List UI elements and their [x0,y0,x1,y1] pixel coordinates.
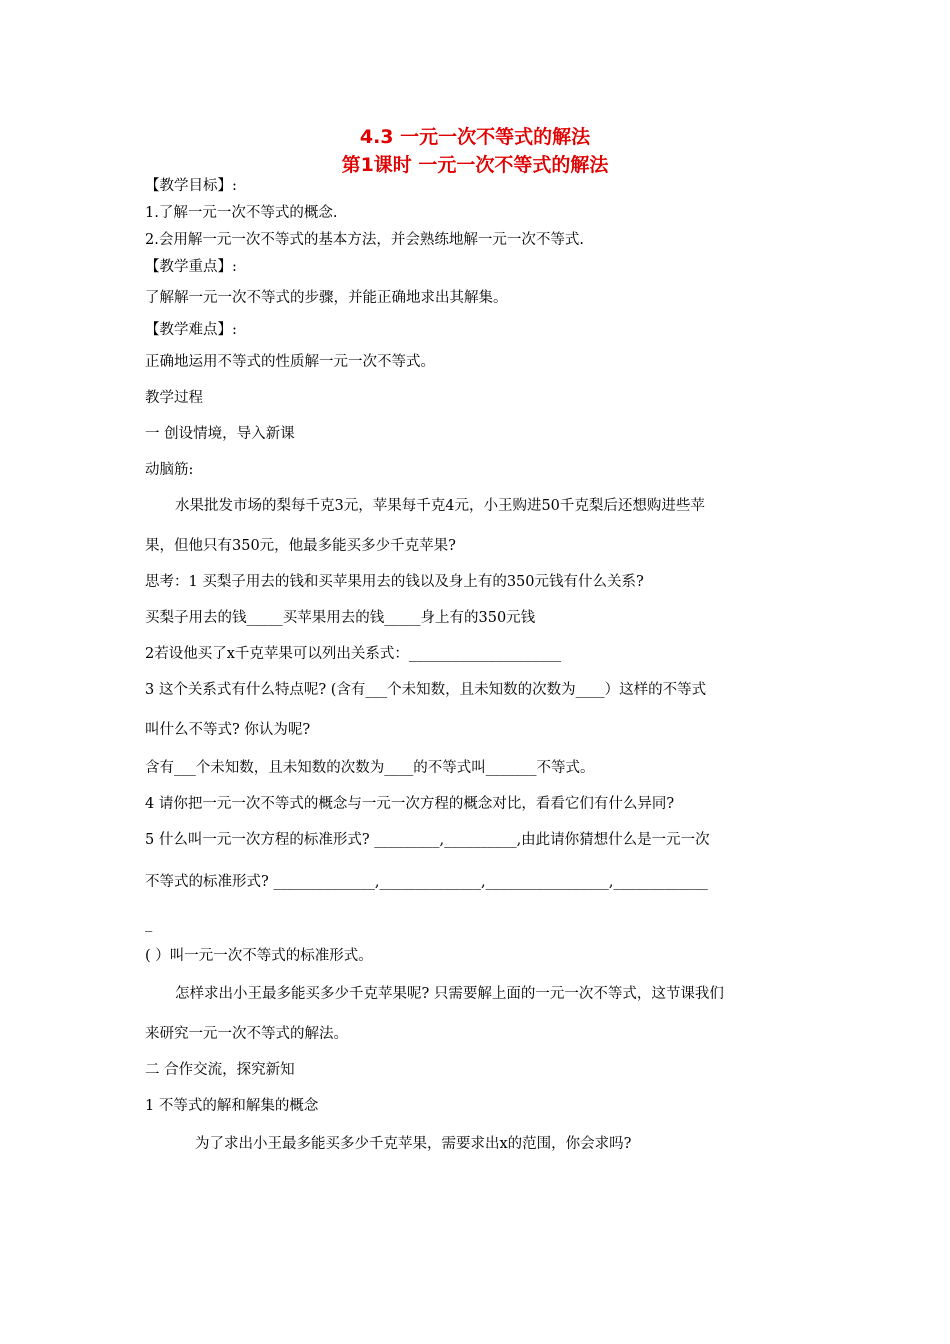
part-two-heading: 二 合作交流，探究新知 [145,1062,295,1078]
think-blank-1: 买梨子用去的钱_____买苹果用去的钱_____身上有的350元钱 [145,610,536,626]
transition-text-2: 来研究一元一次不等式的解法。 [145,1026,348,1042]
brainstorm-label: 动脑筋: [145,462,194,478]
section-heading-keypoint: 【教学重点】: [145,259,237,275]
think-question-2: 2若设他买了x千克苹果可以列出关系式：_____________________ [145,646,562,662]
section-heading-difficulty: 【教学难点】: [145,322,237,338]
think-question-3-cont: 叫什么不等式? 你认为呢? [145,722,311,738]
doc-title: 4.3 一元一次不等式的解法 [359,126,591,148]
transition-text-1: 怎样求出小王最多能买多少千克苹果呢? 只需要解上面的一元一次不等式，这节课我们 [175,986,724,1002]
think-question-5: 5 什么叫一元一次方程的标准形式? _________,__________,由此请你猜想什么是一元一次 [145,832,710,848]
difficulty-text: 正确地运用不等式的性质解一元一次不等式。 [145,354,435,370]
definition-blank: 含有___个未知数，且未知数的次数为____的不等式叫_______不等式。 [145,760,595,776]
standard-form-blank: ( ）叫一元一次不等式的标准形式。 [145,948,373,964]
think-question-5-cont: 不等式的标准形式? ______________,______________,_________________,_____________ [145,874,708,890]
doc-subtitle: 第1课时 一元一次不等式的解法 [341,154,609,176]
subsection-heading: 1 不等式的解和解集的概念 [145,1098,319,1114]
problem-text-2: 果，但他只有350元，他最多能买多少千克苹果? [145,538,456,554]
section-heading-objectives: 【教学目标】: [145,178,237,194]
part-one-heading: 一 创设情境，导入新课 [145,426,295,442]
underscore-line: _ [145,916,153,932]
think-question-4: 4 请你把一元一次不等式的概念与一元一次方程的概念对比，看看它们有什么异同? [145,796,675,812]
think-question-3: 3 这个关系式有什么特点呢? (含有___个未知数，且未知数的次数为____）这样的不等式 [145,682,707,698]
keypoint-text: 了解解一元一次不等式的步骤，并能正确地求出其解集。 [145,290,508,306]
problem-text-1: 水果批发市场的梨每千克3元，苹果每千克4元，小王购进50千克梨后还想购进些苹 [175,498,705,514]
process-heading: 教学过程 [145,390,203,406]
objective-1: 1.了解一元一次不等式的概念. [145,205,338,221]
think-question-1: 思考：1 买梨子用去的钱和买苹果用去的钱以及身上有的350元钱有什么关系? [145,574,644,590]
closing-question: 为了求出小王最多能买多少千克苹果，需要求出x的范围，你会求吗? [195,1136,632,1152]
objective-2: 2.会用解一元一次不等式的基本方法，并会熟练地解一元一次不等式. [145,232,584,248]
